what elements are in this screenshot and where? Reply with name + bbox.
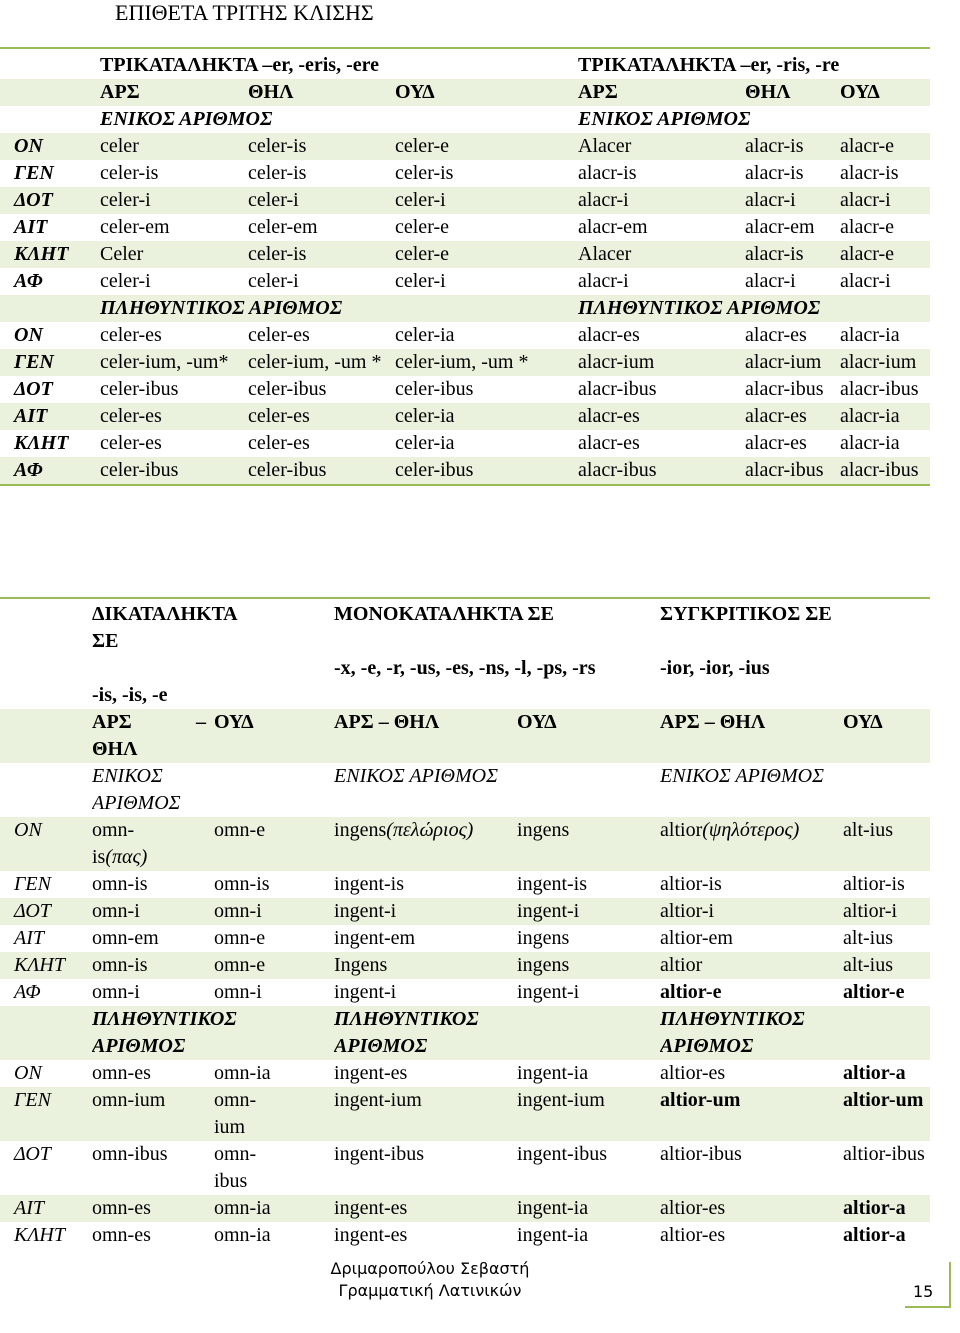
endings-one-ending: -x, -e, -r, -us, -es, -ns, -l, -ps, -rs — [334, 657, 596, 679]
table-cell: alacr-es — [745, 403, 840, 430]
table-cell: omn-i — [92, 898, 214, 925]
table-cell: omn-es — [92, 1224, 151, 1246]
table-cell: omn-es — [92, 1062, 151, 1084]
table-cell: altior-um — [660, 1087, 843, 1141]
case-label: ΑΙΤ — [0, 1195, 92, 1222]
table-cell: celer-e — [395, 241, 578, 268]
table-row — [0, 187, 930, 214]
case-label: ΟΝ — [14, 324, 43, 346]
table-cell: alacr-es — [578, 403, 745, 430]
table-cell: alacr-ibus — [745, 457, 840, 485]
table-cell: celer-is — [248, 241, 395, 268]
table-cell: altior-a — [843, 1224, 906, 1246]
table-cell: alacr-ia — [840, 432, 900, 454]
group-header-er-eris-ere: ΤΡΙΚΑΤΑΛΗΚΤΑ –er, -eris, -ere — [100, 54, 380, 76]
table-cell: ingent-i — [517, 898, 660, 925]
gender-header: ΘΗΛ — [745, 79, 840, 106]
table-cell: ingent-es — [334, 1195, 517, 1222]
table-row — [0, 871, 930, 898]
table-cell: alacr-es — [745, 432, 807, 454]
table-cell: celer — [100, 133, 248, 160]
table-cell: ingent-ia — [517, 1224, 589, 1246]
gender-header: ΑΡΣ – ΘΗΛ — [660, 709, 843, 763]
table-cell: omn-is — [214, 873, 270, 895]
table-cell: celer-ia — [395, 403, 578, 430]
table-cell: celer-is — [395, 162, 454, 184]
table-cell: alacr-es — [578, 324, 640, 346]
table-cell: ingent-i — [334, 981, 397, 1003]
table-cell: omn-ibus — [92, 1143, 168, 1165]
table-cell: altior-um — [843, 1087, 930, 1141]
table-header-row — [0, 48, 930, 79]
table-cell: altior-e — [843, 981, 905, 1003]
table-cell: Ingens — [334, 952, 517, 979]
table-cell: omn-e — [214, 952, 334, 979]
table-cell: alacr-is — [840, 162, 899, 184]
table-cell: alacr-e — [840, 133, 930, 160]
table-cell: ingent-i — [517, 981, 580, 1003]
table-cell: celer-ibus — [100, 457, 248, 485]
table-cell: ingent-es — [334, 1224, 408, 1246]
gender-header: ΑΡΣ – ΘΗΛ — [334, 709, 517, 763]
table-cell: omn-es — [92, 1195, 214, 1222]
table-cell: omn-i — [214, 898, 334, 925]
table-cell: alacr-i — [578, 187, 745, 214]
table-row — [0, 160, 930, 187]
table-cell: altior-em — [660, 927, 733, 949]
plural-label: ΠΛΗΘΥΝΤΙΚΟΣ ΑΡΙΘΜΟΣ — [660, 1006, 930, 1060]
table-cell: omn-is — [92, 952, 214, 979]
table-cell: celer-ium, -um * — [248, 349, 395, 376]
table-cell: alacr-e — [840, 216, 895, 238]
table-cell: alacr-ia — [840, 403, 930, 430]
singular-label: ΕΝΙΚΟΣ ΑΡΙΘΜΟΣ — [334, 765, 498, 787]
table-cell: ingent-ia — [517, 1062, 589, 1084]
table-cell: alt-ius — [843, 952, 930, 979]
section-header-row — [0, 1006, 930, 1060]
table-cell: altior-is — [843, 873, 905, 895]
table-cell: celer-i — [100, 187, 248, 214]
gender-header: ΟΥΔ — [214, 709, 334, 763]
case-label: ΑΙΤ — [14, 927, 44, 949]
table-cell: celer-ium, -um* — [100, 349, 248, 376]
table-row — [0, 241, 930, 268]
case-label: ΟΝ — [14, 1062, 42, 1084]
table-row — [0, 817, 930, 871]
table-cell: celer-em — [248, 216, 318, 238]
gender-header: ΘΗΛ — [248, 79, 395, 106]
table-cell: alacr-em — [745, 216, 815, 238]
table-row — [0, 925, 930, 952]
table-cell: celer-es — [100, 324, 162, 346]
table-row — [0, 268, 930, 295]
case-label: ΚΛΗΤ — [0, 241, 100, 268]
table-cell: celer-ibus — [395, 457, 578, 485]
case-label: ΔΟΤ — [14, 1143, 51, 1165]
table-cell: celer-ibus — [248, 378, 327, 400]
table-cell: alacr-ium — [578, 349, 745, 376]
table-cell: alacr-em — [578, 216, 648, 238]
table-cell: ingent-is — [517, 873, 588, 895]
case-label: ΓΕΝ — [0, 349, 100, 376]
gender-header-row — [0, 79, 930, 106]
case-label: ΔΟΤ — [14, 378, 53, 400]
page-title: ΕΠΙΘΕΤΑ ΤΡΙΤΗΣ ΚΛΙΣΗΣ — [115, 0, 374, 25]
gender-header: ΑΡΣ — [578, 79, 745, 106]
table-cell: celer-em — [100, 216, 170, 238]
table-cell: alacr-i — [840, 187, 930, 214]
table-cell: ingens — [517, 927, 570, 949]
gender-header: ΟΥΔ — [395, 79, 578, 106]
table-cell: celer-is — [248, 162, 307, 184]
table-row — [0, 214, 930, 241]
case-label: ΓΕΝ — [0, 1087, 92, 1141]
gender-header: ΟΥΔ — [843, 709, 930, 763]
table-row — [0, 952, 930, 979]
table-cell: omn-ium — [92, 1087, 214, 1141]
page-footer — [0, 1258, 860, 1302]
table-cell: celer-i — [395, 270, 446, 292]
table-cell: omn-is — [92, 873, 148, 895]
table-cell: alacr-ibus — [840, 457, 930, 485]
gender-header: ΟΥΔ — [840, 79, 930, 106]
table-cell: ingens — [517, 817, 660, 871]
table-cell: omn-ia — [214, 1224, 271, 1246]
table-cell: celer-ium, -um * — [395, 349, 578, 376]
table-cell: alacr-ia — [840, 324, 900, 346]
table-row — [0, 1222, 930, 1249]
gender-header: ΑΡΣ – ΘΗΛ — [92, 709, 214, 763]
table-cell: altior-ibus — [843, 1143, 925, 1165]
table-cell: alacr-i — [745, 187, 840, 214]
table-row — [0, 898, 930, 925]
table-row — [0, 979, 930, 1006]
table-cell: ingent-ium — [517, 1087, 660, 1141]
group-header-er-ris-re: ΤΡΙΚΑΤΑΛΗΚΤΑ –er, -ris, -re — [578, 54, 840, 76]
table-cell: alacr-is — [745, 133, 840, 160]
table-cell: celer-es — [248, 432, 310, 454]
table-cell: altior-is — [660, 873, 722, 895]
table-cell: celer-es — [248, 403, 395, 430]
singular-label: ΕΝΙΚΟΣ ΑΡΙΘΜΟΣ — [660, 765, 824, 787]
table-cell: celer-ibus — [248, 457, 395, 485]
table-cell: ingens — [517, 952, 660, 979]
case-label: ΟΝ — [0, 133, 100, 160]
table-cell: alt-ius — [843, 927, 894, 949]
table-cell: alacr-es — [745, 324, 807, 346]
case-label: ΔΟΤ — [0, 898, 92, 925]
table-row — [0, 322, 930, 349]
case-label: ΑΦ — [14, 981, 41, 1003]
table-cell: omn-i — [214, 981, 262, 1003]
table-cell: ingent-ibus — [334, 1143, 425, 1165]
table-cell: omn-ibus — [214, 1143, 257, 1192]
table-cell: alacr-es — [578, 432, 640, 454]
table-cell: ingens(πελώριος) — [334, 817, 517, 871]
endings-row — [0, 655, 930, 709]
table-cell: altior-a — [843, 1062, 906, 1084]
table-cell: alt-ius — [843, 817, 930, 871]
table-cell: alacr-is — [745, 241, 840, 268]
table-cell: altior-e — [660, 981, 722, 1003]
plural-label: ΠΛΗΘΥΝΤΙΚΟΣ ΑΡΙΘΜΟΣ — [578, 295, 930, 322]
table-cell: celer-i — [248, 270, 299, 292]
table-row — [0, 1195, 930, 1222]
table-cell: omn-ium — [214, 1087, 334, 1141]
table-row — [0, 403, 930, 430]
case-label: ΑΙΤ — [14, 216, 48, 238]
section-header-row — [0, 763, 930, 817]
table-cell: celer-es — [100, 403, 248, 430]
table-cell: celer-i — [248, 187, 395, 214]
table-cell: alacr-ibus — [578, 457, 745, 485]
table-cell: altior-a — [843, 1195, 930, 1222]
table-cell: altior-ibus — [660, 1143, 742, 1165]
table-cell: altior(ψηλότερος) — [660, 817, 843, 871]
table-cell: celer-i — [395, 187, 578, 214]
table-cell: celer-e — [395, 216, 449, 238]
group-header-one-ending: ΜΟΝΟΚΑΤΑΛΗΚΤΑ ΣΕ — [334, 603, 554, 625]
table-row — [0, 1060, 930, 1087]
case-label: ΑΙΤ — [0, 403, 100, 430]
section-header-row — [0, 295, 930, 322]
singular-label: ΕΝΙΚΟΣ ΑΡΙΘΜΟΣ — [578, 108, 751, 130]
gender-header: ΑΡΣ — [100, 79, 248, 106]
table-cell: alacr-ium — [745, 349, 840, 376]
table-cell: celer-e — [395, 133, 578, 160]
table-row — [0, 457, 930, 485]
plural-label: ΠΛΗΘΥΝΤΙΚΟΣ ΑΡΙΘΜΟΣ — [100, 295, 578, 322]
plural-label: ΠΛΗΘΥΝΤΙΚΟΣ ΑΡΙΘΜΟΣ — [334, 1006, 660, 1060]
table-cell: celer-ibus — [395, 378, 474, 400]
table-cell: celer-is — [100, 162, 159, 184]
gender-header-row — [0, 709, 930, 763]
case-label: ΔΟΤ — [0, 187, 100, 214]
table-cell: ingent-es — [334, 1062, 408, 1084]
plural-label: ΠΛΗΘΥΝΤΙΚΟΣ ΑΡΙΘΜΟΣ — [92, 1006, 334, 1060]
table-cell: alacr-i — [578, 270, 629, 292]
table-cell: alacr-ibus — [840, 378, 919, 400]
table-cell: Celer — [100, 241, 248, 268]
table-cell: celer-ia — [395, 324, 455, 346]
table-cell: omn-em — [92, 927, 159, 949]
case-label: ΟΝ — [0, 817, 92, 871]
case-label: ΚΛΗΤ — [14, 1224, 65, 1246]
table-cell: ingent-ibus — [517, 1143, 608, 1165]
table-cell: alacr-i — [840, 270, 891, 292]
table-cell: omn-is(πας) — [92, 817, 214, 871]
table-cell: celer-es — [100, 432, 162, 454]
table-cell: celer-is — [248, 133, 395, 160]
table-cell: ingent-ia — [517, 1195, 660, 1222]
page-number: 15 — [913, 1282, 934, 1301]
table-cell: ingent-ium — [334, 1087, 517, 1141]
table-row — [0, 349, 930, 376]
table-cell: altior-es — [660, 1224, 726, 1246]
table-cell: celer-ia — [395, 432, 455, 454]
group-header-two-ending: ΔΙΚΑΤΑΛΗΚΤΑ ΣΕ — [92, 603, 237, 652]
case-label: ΚΛΗΤ — [14, 432, 69, 454]
singular-label: ΕΝΙΚΟΣ ΑΡΙΘΜΟΣ — [100, 108, 273, 130]
table-cell: ingent-i — [334, 898, 517, 925]
table-row — [0, 133, 930, 160]
table-cell: altior-i — [660, 898, 843, 925]
section-header-row — [0, 106, 930, 133]
table-cell: ingent-em — [334, 927, 416, 949]
table-cell: celer-es — [248, 324, 310, 346]
table-cell: alacr-e — [840, 241, 930, 268]
table-row — [0, 1087, 930, 1141]
case-label: ΓΕΝ — [14, 162, 54, 184]
table-cell: alacr-i — [745, 270, 796, 292]
table-cell: alacr-ibus — [578, 378, 657, 400]
table-cell: celer-i — [100, 270, 151, 292]
table-header-row — [0, 598, 930, 655]
table-cell: altior-i — [843, 898, 930, 925]
table-cell: omn-e — [214, 817, 334, 871]
group-header-comparative: ΣΥΓΚΡΙΤΙΚΟΣ ΣΕ — [660, 603, 832, 625]
endings-comparative: -ior, -ior, -ius — [660, 657, 770, 679]
table-cell: alacr-ium — [840, 349, 930, 376]
endings-two-ending: -is, -is, -e — [92, 684, 168, 706]
footer-subject: Γραμματική Λατινικών — [338, 1281, 522, 1300]
table-cell: altior-es — [660, 1195, 843, 1222]
case-label: ΓΕΝ — [14, 873, 51, 895]
table-cell: Alacer — [578, 241, 745, 268]
table-cell: alacr-ibus — [745, 378, 824, 400]
table-cell: ingent-is — [334, 873, 405, 895]
case-label: ΑΦ — [14, 270, 43, 292]
table-cell: omn-e — [214, 927, 266, 949]
table-cell: Alacer — [578, 133, 745, 160]
third-declension-three-ending-table — [0, 47, 930, 486]
singular-label: ΕΝΙΚΟΣ ΑΡΙΘΜΟΣ — [92, 765, 181, 814]
case-label: ΚΛΗΤ — [0, 952, 92, 979]
gender-header: ΟΥΔ — [517, 709, 660, 763]
footer-author: Δριμαροπούλου Σεβαστή — [330, 1259, 530, 1278]
table-row — [0, 1141, 930, 1195]
case-label: ΑΦ — [0, 457, 100, 485]
table-cell: omn-i — [92, 981, 140, 1003]
third-declension-two-one-ending-table — [0, 597, 930, 1249]
table-row — [0, 430, 930, 457]
table-cell: alacr-is — [578, 162, 637, 184]
table-cell: omn-ia — [214, 1195, 334, 1222]
table-cell: celer-ibus — [100, 378, 179, 400]
table-cell: altior — [660, 952, 843, 979]
table-cell: omn-ia — [214, 1062, 271, 1084]
table-cell: altior-es — [660, 1062, 726, 1084]
table-cell: alacr-is — [745, 162, 804, 184]
table-row — [0, 376, 930, 403]
